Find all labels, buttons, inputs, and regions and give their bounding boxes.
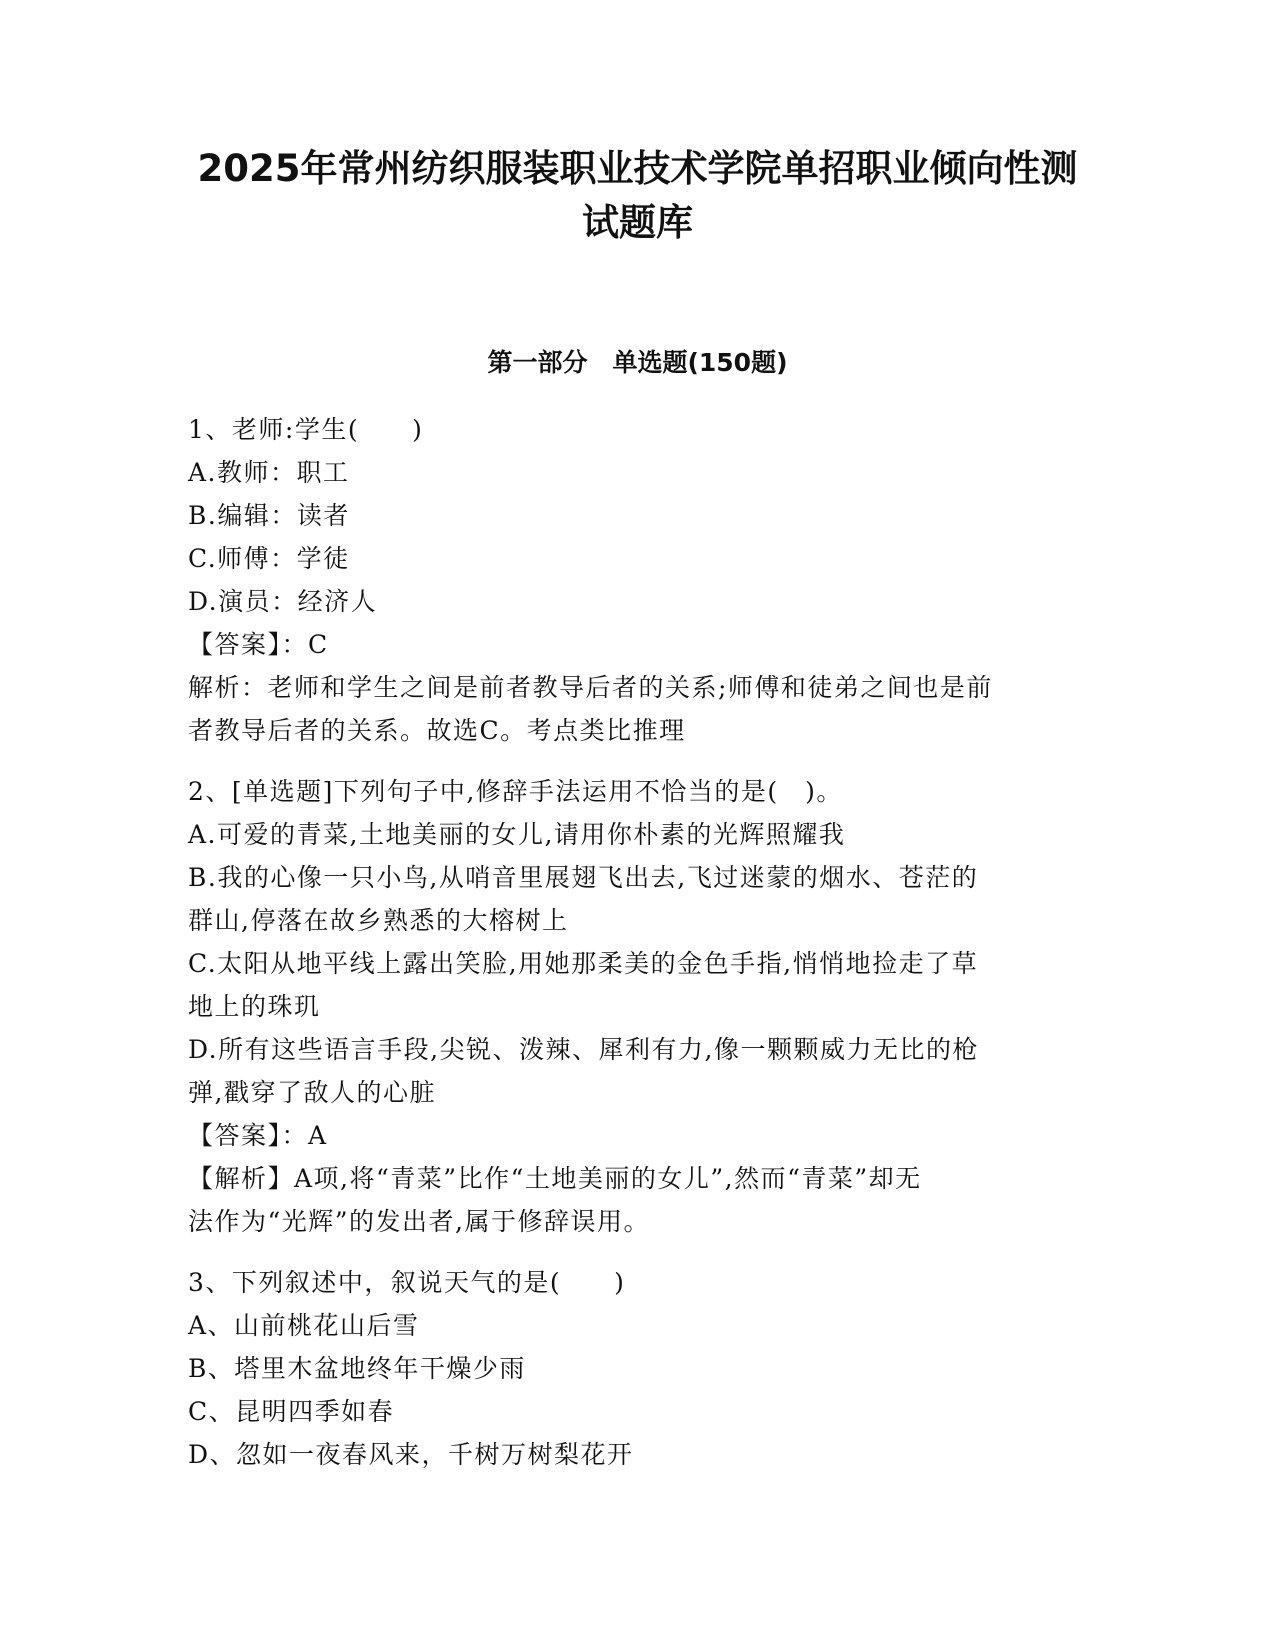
question-list [188,408,1088,1494]
analysis-line: 者教导后者的关系。故选C。考点类比推理 [188,716,686,745]
question-stem: 1、老师:学生( ) [188,415,424,444]
option-d: D.演员：经济人 [188,587,378,616]
analysis-line: 法作为“光辉”的发出者,属于修辞误用。 [188,1207,651,1236]
option-a: A、山前桃花山后雪 [188,1311,420,1340]
document-title [150,142,1125,250]
option-a: A.可爱的青菜,土地美丽的女儿,请用你朴素的光辉照耀我 [188,820,846,849]
option-b-continued: 群山,停落在故乡熟悉的大榕树上 [188,906,569,935]
option-c-continued: 地上的珠玑 [188,992,321,1021]
document-title-line-2: 试题库 [582,201,693,244]
option-b: B、塔里木盆地终年干燥少雨 [188,1354,526,1383]
option-c: C.太阳从地平线上露出笑脸,用她那柔美的金色手指,悄悄地捡走了草 [188,949,979,978]
option-d-continued: 弹,戳穿了敌人的心脏 [188,1078,436,1107]
analysis-line: 解析：老师和学生之间是前者教导后者的关系;师傅和徒弟之间也是前 [188,673,993,702]
answer-line: 【答案】：A [188,1121,328,1150]
section-heading: 第一部分 单选题(150题) [487,348,788,377]
option-b: B.编辑：读者 [188,501,350,530]
document-title-line-1: 2025年常州纺织服装职业技术学院单招职业倾向性测 [197,147,1078,190]
answer-line: 【答案】：C [188,630,329,659]
option-a: A.教师：职工 [188,458,350,487]
option-c: C、昆明四季如春 [188,1397,395,1426]
question-3 [188,1261,1088,1476]
option-d: D、忽如一夜春风来，千树万树梨花开 [188,1440,634,1469]
question-stem: 2、[单选题]下列句子中,修辞手法运用不恰当的是( )。 [188,777,843,806]
option-d: D.所有这些语言手段,尖锐、泼辣、犀利有力,像一颗颗威力无比的枪 [188,1035,979,1064]
analysis-line: 【解析】A项,将“青菜”比作“土地美丽的女儿”,然而“青菜”却无 [188,1164,922,1193]
option-b: B.我的心像一只小鸟,从哨音里展翅飞出去,飞过迷蒙的烟水、苍茫的 [188,863,979,892]
question-1 [188,408,1088,752]
question-2 [188,770,1088,1243]
option-c: C.师傅：学徒 [188,544,350,573]
question-stem: 3、下列叙述中，叙说天气的是( ) [188,1268,626,1297]
